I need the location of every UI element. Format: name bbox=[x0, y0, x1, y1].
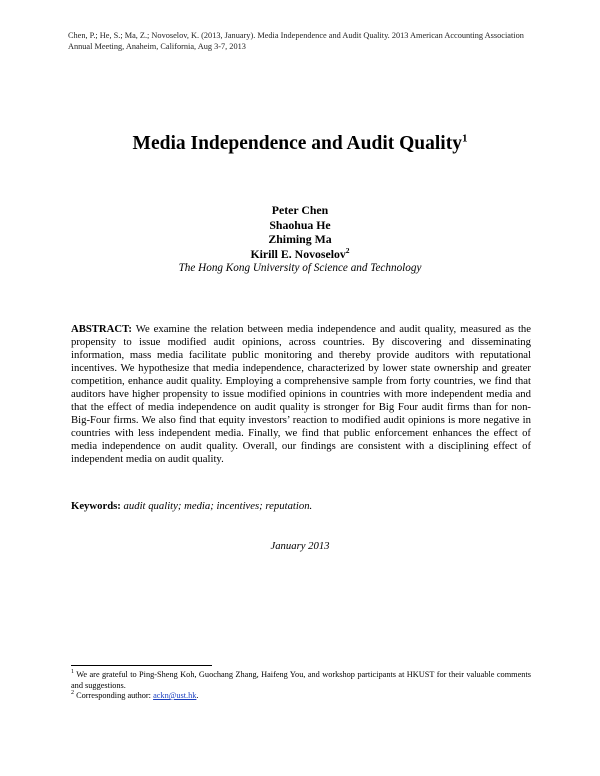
keywords bbox=[71, 500, 531, 512]
footnote-divider bbox=[71, 665, 212, 666]
keywords-label: Keywords: bbox=[71, 500, 121, 512]
author-email-link[interactable]: ackn@ust.hk bbox=[153, 691, 197, 700]
footnote-2-end: . bbox=[196, 691, 199, 700]
footnote-1-mark: 1 bbox=[71, 669, 74, 676]
abstract bbox=[71, 323, 531, 467]
author-list bbox=[0, 203, 600, 261]
author-name: Shaohua He bbox=[269, 217, 331, 232]
footnote-2-mark: 2 bbox=[71, 690, 74, 697]
author-name: Peter Chen bbox=[271, 203, 329, 217]
paper-title bbox=[0, 133, 600, 155]
footnotes bbox=[71, 670, 531, 702]
citation-header: Chen, P.; He, S.; Ma, Z.; Novoselov, K. (2013, January). Media Independence and Audit Quality. 2013 American Accounting Association Annual Meeting, Anaheim, California, Aug 3-7, 2013 bbox=[68, 31, 524, 51]
author-name bbox=[0, 247, 600, 262]
footnote-2 bbox=[71, 691, 531, 702]
author-footnote-mark: 2 bbox=[345, 245, 350, 255]
keywords-text: audit quality; media; incentives; reputation. bbox=[123, 500, 313, 512]
paper-date: January 2013 bbox=[270, 540, 330, 552]
affiliation: The Hong Kong University of Science and Technology bbox=[178, 262, 422, 274]
abstract-label: ABSTRACT: bbox=[71, 323, 132, 335]
author-name: Zhiming Ma bbox=[268, 232, 332, 246]
footnote-1 bbox=[71, 670, 531, 691]
title-footnote-mark: 1 bbox=[461, 132, 468, 145]
title-text: Media Independence and Audit Quality bbox=[132, 133, 462, 154]
footnote-2-text: Corresponding author: bbox=[76, 691, 151, 700]
author-name-text: Kirill E. Novoselov bbox=[250, 246, 346, 261]
footnote-1-text: We are grateful to Ping-Sheng Koh, Guochang Zhang, Haifeng You, and workshop participants at HKUST for their valuable comments and suggestions. bbox=[71, 670, 531, 690]
abstract-text: We examine the relation between media independence and audit quality, measured as the propensity to issue modified audit opinions, across countries. By discovering and disseminating information, mass media facilitate public monitoring and thereby provide auditors with reputational incentives. We hypothesize that media independence, characterized by lower state ownership and greater competition, enhance audit quality. Employing a comprehensive sample from forty countries, we find that auditors have higher propensity to issue modified opinions in countries with more independent media and that the effect of media independence on audit quality is stronger for Big Four audit firms than for non-Big-Four firms. We also find that equity investors’ reaction to modified audit opinions is more negative in countries with less independent media. Finally, we find that public enforcement enhances the effect of media independence on audit quality. Overall, our findings are consistent with a disciplining effect of independent media on audit quality. bbox=[71, 323, 532, 466]
